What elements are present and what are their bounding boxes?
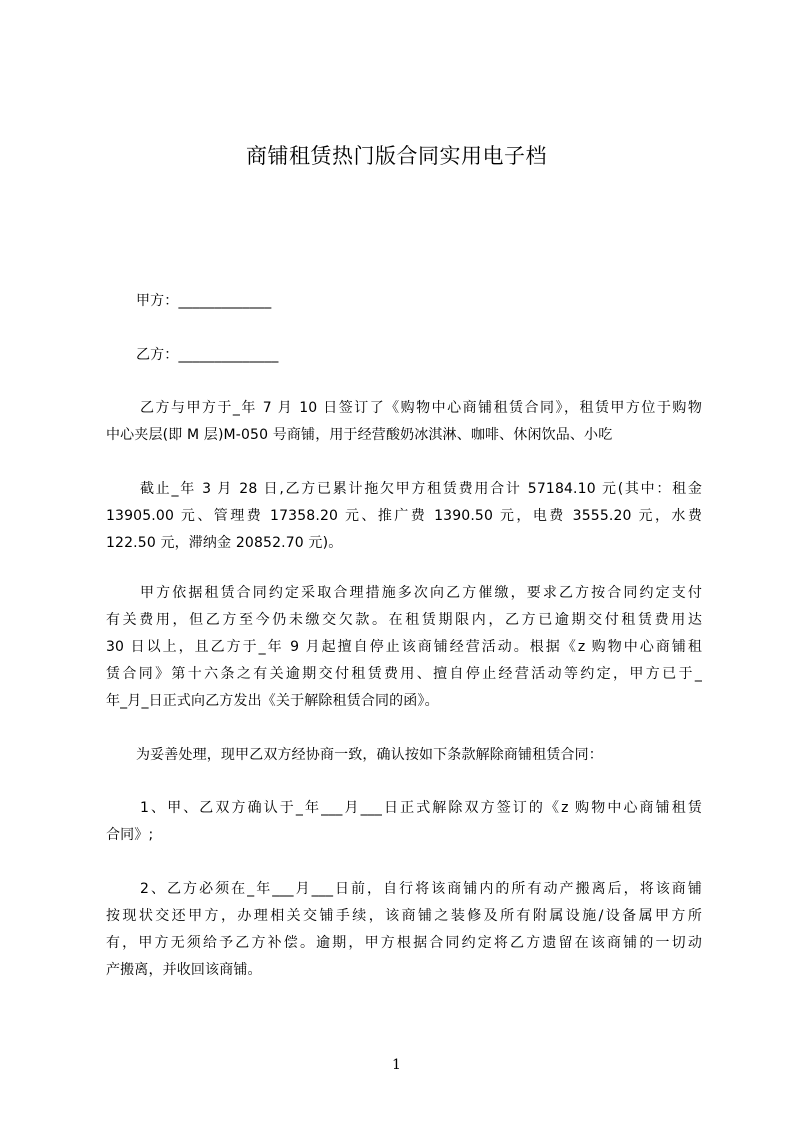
clause-1-line-1: 1、甲、乙双方确认于_年___月___日正式解除双方签订的《z 购物中心商铺租赁 <box>140 800 702 816</box>
paragraph-4-line-1: 为妥善处理，现甲乙双方经协商一致，确认按如下条款解除商铺租赁合同： <box>136 747 603 763</box>
clause-2-line-3: 有，甲方无须给予乙方补偿。逾期，甲方根据合同约定将乙方遗留在该商铺的一切动 <box>106 935 702 951</box>
clause-2-line-2: 按现状交还甲方，办理相关交铺手续，该商铺之装修及所有附属设施/设备属甲方所 <box>106 908 702 924</box>
paragraph-3-line-3: 30 日以上，且乙方于_年 9 月起擅自停止该商铺经营活动。根据《z 购物中心商铺租 <box>106 639 702 655</box>
clause-1-line-2: 合同》; <box>106 827 154 843</box>
paragraph-3-line-4: 赁合同》第十六条之有关逾期交付租赁费用、擅自停止经营活动等约定，甲方已于_ <box>106 666 702 682</box>
paragraph-2-line-3: 122.50 元，滞纳金 20852.70 元)。 <box>106 535 343 551</box>
clause-2-line-4: 产搬离，并收回该商铺。 <box>106 962 262 978</box>
document-title: 商铺租赁热门版合同实用电子档 <box>246 144 547 168</box>
paragraph-3-line-1: 甲方依据租赁合同约定采取合理措施多次向乙方催缴，要求乙方按合同约定支付 <box>140 585 702 601</box>
paragraph-1-line-2: 中心夹层(即 M 层)M-050 号商铺，用于经营酸奶冰淇淋、咖啡、休闲饮品、小吃 <box>106 427 613 443</box>
page-number: 1 <box>392 1057 401 1073</box>
paragraph-1-line-1: 乙方与甲方于_年 7 月 10 日签订了《购物中心商铺租赁合同》，租赁甲方位于购物 <box>140 400 702 416</box>
paragraph-2-line-1: 截止_年 3 月 28 日,乙方已累计拖欠甲方租赁费用合计 57184.10 元(其中：租金 <box>140 481 702 497</box>
clause-2-line-1: 2、乙方必须在_年___月___日前，自行将该商铺内的所有动产搬离后，将该商铺 <box>140 881 702 897</box>
party-a-line: 甲方：_____________ <box>136 293 272 309</box>
paragraph-3-line-2: 有关费用，但乙方至今仍未缴交欠款。在租赁期限内，乙方已逾期交付租赁费用达 <box>106 612 702 628</box>
party-b-line: 乙方：______________ <box>136 347 279 363</box>
paragraph-3-line-5: 年_月_日正式向乙方发出《关于解除租赁合同的函》。 <box>106 693 439 709</box>
paragraph-2-line-2: 13905.00 元、管理费 17358.20 元、推广费 1390.50 元，电费 3555.20 元，水费 <box>106 508 702 524</box>
